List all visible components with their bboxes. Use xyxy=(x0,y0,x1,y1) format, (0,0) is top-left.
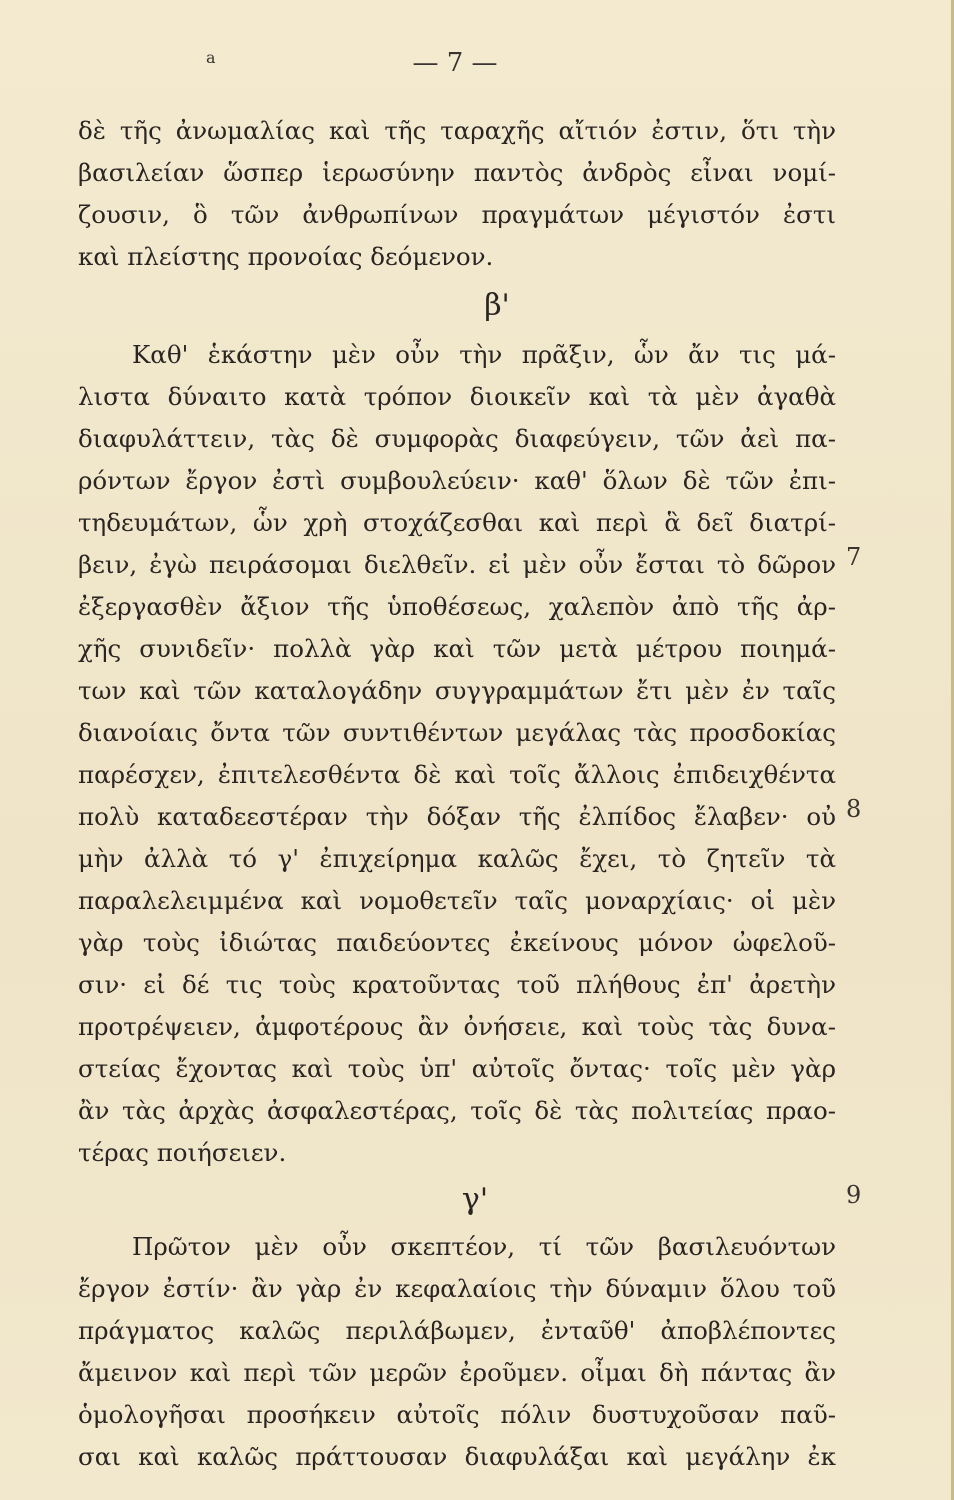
text-line: λιστα δύναιτο κατὰ τρόπον διοικεῖν καὶ τὰ μὲν ἀγαθὰ xyxy=(78,382,836,411)
text-line: παραλελειμμένα καὶ νομοθετεῖν ταῖς μοναρχίαις· οἱ μὲν xyxy=(78,886,836,915)
margin-section-number: 8 xyxy=(846,795,862,823)
text-body xyxy=(78,110,836,1478)
section-heading-gamma: γ' xyxy=(461,1182,489,1217)
page-header xyxy=(0,48,954,88)
text-line: Καθ' ἑκάστην μὲν οὖν τὴν πρᾶξιν, ὧν ἄν τις μά- xyxy=(132,340,836,369)
text-line: τέρας ποιήσειεν. xyxy=(78,1138,287,1167)
margin-section-number: 9 xyxy=(846,1181,862,1209)
text-line: ρόντων ἔργον ἐστὶ συμβουλεύειν· καθ' ὅλων δὲ τῶν ἐπι- xyxy=(78,466,836,495)
text-line: δὲ τῆς ἀνωμαλίας καὶ τῆς ταραχῆς αἴτιόν ἐστιν, ὅτι τὴν xyxy=(78,116,836,145)
text-line: στείας ἔχοντας καὶ τοὺς ὑπ' αὐτοῖς ὄντας· τοῖς μὲν γὰρ xyxy=(78,1054,836,1083)
header-mark: a xyxy=(206,48,216,67)
text-line: ἂν τὰς ἀρχὰς ἀσφαλεστέρας, τοῖς δὲ τὰς πολιτείας πραο- xyxy=(78,1096,836,1125)
text-line: γὰρ τοὺς ἰδιώτας παιδεύοντες ἐκείνους μόνον ὠφελοῦ- xyxy=(78,928,836,957)
text-line: των καὶ τῶν καταλογάδην συγγραμμάτων ἔτι μὲν ἐν ταῖς xyxy=(78,676,836,705)
text-line: προτρέψειεν, ἀμφοτέρους ἂν ὀνήσειε, καὶ τοὺς τὰς δυνα- xyxy=(78,1012,836,1041)
text-line: διανοίαις ὄντα τῶν συντιθέντων μεγάλας τὰς προσδοκίας xyxy=(78,718,836,747)
margin-section-number: 7 xyxy=(846,543,862,571)
text-line: ἔργον ἐστίν· ἂν γὰρ ἐν κεφαλαίοις τὴν δύναμιν ὅλου τοῦ xyxy=(78,1274,836,1303)
text-line: βασιλείαν ὥσπερ ἱερωσύνην παντὸς ἀνδρὸς εἶναι νομί- xyxy=(78,158,836,187)
text-line: ἐξεργασθὲν ἄξιον τῆς ὑποθέσεως, χαλεπὸν ἀπὸ τῆς ἀρ- xyxy=(78,592,836,621)
text-line: πολὺ καταδεεστέραν τὴν δόξαν τῆς ἐλπίδος ἔλαβεν· οὐ xyxy=(78,802,836,831)
text-line: παρέσχεν, ἐπιτελεσθέντα δὲ καὶ τοῖς ἄλλοις ἐπιδειχθέντα xyxy=(78,760,836,789)
text-line: σιν· εἰ δέ τις τοὺς κρατοῦντας τοῦ πλήθους ἐπ' ἀρετὴν xyxy=(78,970,836,999)
text-line: μὴν ἀλλὰ τό γ' ἐπιχείρημα καλῶς ἔχει, τὸ ζητεῖν τὰ xyxy=(78,844,836,873)
text-line: ζουσιν, ὃ τῶν ἀνθρωπίνων πραγμάτων μέγιστόν ἐστι xyxy=(78,200,836,229)
text-line: βειν, ἐγὼ πειράσομαι διελθεῖν. εἰ μὲν οὖν ἔσται τὸ δῶρον xyxy=(78,550,836,579)
text-line: τηδευμάτων, ὧν χρὴ στοχάζεσθαι καὶ περὶ ἃ δεῖ διατρί- xyxy=(78,508,836,537)
text-line: πράγματος καλῶς περιλάβωμεν, ἐνταῦθ' ἀποβλέποντες xyxy=(78,1316,836,1345)
text-line: ἄμεινον καὶ περὶ τῶν μερῶν ἐροῦμεν. οἶμαι δὴ πάντας ἂν xyxy=(78,1358,836,1387)
text-line: χῆς συνιδεῖν· πολλὰ γὰρ καὶ τῶν μετὰ μέτρου ποιημά- xyxy=(78,634,836,663)
page-number: — 7 — xyxy=(412,48,498,78)
text-line: διαφυλάττειν, τὰς δὲ συμφορὰς διαφεύγειν, τῶν ἀεὶ πα- xyxy=(78,424,836,453)
section-heading-beta: β' xyxy=(484,288,510,323)
text-line: καὶ πλείστης προνοίας δεόμενον. xyxy=(78,242,494,271)
text-line: Πρῶτον μὲν οὖν σκεπτέον, τί τῶν βασιλευόντων xyxy=(132,1232,836,1261)
text-line: ὁμολογῆσαι προσήκειν αὐτοῖς πόλιν δυστυχοῦσαν παῦ- xyxy=(78,1400,836,1429)
text-line: σαι καὶ καλῶς πράττουσαν διαφυλάξαι καὶ μεγάλην ἐκ xyxy=(78,1442,836,1471)
